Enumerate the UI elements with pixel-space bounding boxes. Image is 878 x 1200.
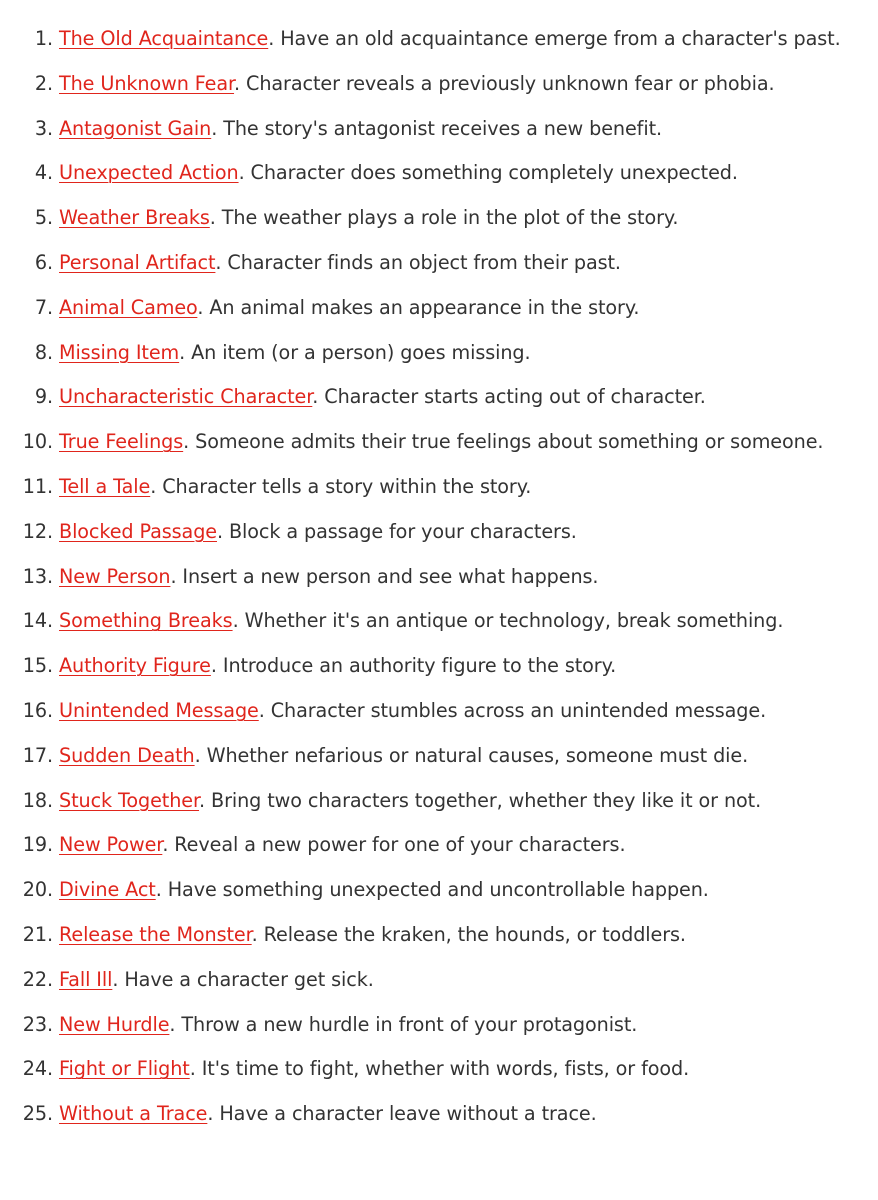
list-item-number: 13. bbox=[22, 564, 53, 588]
plot-idea-link[interactable]: The Old Acquaintance bbox=[59, 27, 269, 50]
list-item-number: 10. bbox=[22, 430, 53, 454]
plot-idea-description: . It's time to fight, whether with words, fists, or food. bbox=[189, 1057, 690, 1081]
plot-idea-link[interactable]: Antagonist Gain bbox=[59, 116, 212, 140]
list-item bbox=[0, 560, 878, 593]
list-item-number: 7. bbox=[34, 295, 53, 319]
plot-idea-link[interactable]: Unexpected Action bbox=[59, 161, 239, 185]
plot-idea-link[interactable]: The Unknown Fear bbox=[59, 71, 235, 95]
plot-idea-link[interactable]: Blocked Passage bbox=[59, 519, 217, 543]
list-item-number: 14. bbox=[22, 609, 53, 633]
plot-idea-description: . Character reveals a previously unknown fear or phobia. bbox=[234, 71, 775, 95]
plot-idea-link[interactable]: Missing Item bbox=[59, 340, 180, 364]
list-item bbox=[0, 604, 878, 637]
plot-idea-link[interactable]: Uncharacteristic Character bbox=[59, 385, 313, 409]
plot-idea-description: . An item (or a person) goes missing. bbox=[179, 340, 531, 364]
plot-idea-description: . Release the kraken, the hounds, or toddlers. bbox=[251, 922, 686, 946]
plot-idea-link[interactable]: Something Breaks bbox=[59, 609, 233, 633]
list-item bbox=[0, 784, 878, 817]
plot-idea-description: . Whether it's an antique or technology, break something. bbox=[232, 609, 784, 633]
plot-idea-description: . Block a passage for your characters. bbox=[217, 519, 577, 543]
plot-idea-description: . Someone admits their true feelings about something or someone. bbox=[183, 430, 824, 454]
list-item bbox=[0, 22, 878, 55]
list-item-number: 1. bbox=[34, 27, 53, 50]
plot-idea-description: . Character finds an object from their past. bbox=[215, 250, 621, 274]
plot-idea-description: . Character does something completely unexpected. bbox=[238, 161, 738, 185]
plot-idea-link[interactable]: Sudden Death bbox=[59, 743, 195, 767]
list-item-number: 8. bbox=[34, 340, 53, 364]
list-item-number: 16. bbox=[22, 698, 53, 722]
list-item-number: 23. bbox=[22, 1012, 53, 1036]
list-item bbox=[0, 156, 878, 189]
list-item-number: 11. bbox=[22, 474, 53, 498]
list-item bbox=[0, 873, 878, 906]
list-item-number: 17. bbox=[22, 743, 53, 767]
list-item bbox=[0, 963, 878, 996]
list-item-number: 25. bbox=[22, 1102, 53, 1126]
plot-idea-link[interactable]: Without a Trace bbox=[59, 1102, 208, 1126]
list-item bbox=[0, 112, 878, 145]
plot-idea-description: . Character starts acting out of character. bbox=[312, 385, 706, 409]
plot-idea-description: . The story's antagonist receives a new benefit. bbox=[211, 116, 662, 140]
list-item bbox=[0, 649, 878, 682]
list-item bbox=[0, 1008, 878, 1041]
plot-idea-description: . Character stumbles across an unintended message. bbox=[258, 698, 767, 722]
list-item bbox=[0, 828, 878, 861]
list-item-number: 12. bbox=[22, 519, 53, 543]
plot-idea-description: . Insert a new person and see what happens. bbox=[170, 564, 599, 588]
list-item-number: 20. bbox=[22, 878, 53, 902]
plot-idea-link[interactable]: Tell a Tale bbox=[59, 474, 151, 498]
list-item bbox=[0, 515, 878, 548]
plot-idea-link[interactable]: True Feelings bbox=[59, 430, 184, 454]
list-item bbox=[0, 380, 878, 413]
list-item-number: 9. bbox=[34, 385, 53, 409]
list-item-number: 6. bbox=[34, 250, 53, 274]
plot-idea-description: . An animal makes an appearance in the story. bbox=[197, 295, 640, 319]
list-item-number: 19. bbox=[22, 833, 53, 857]
list-item-number: 24. bbox=[22, 1057, 53, 1081]
plot-idea-description: . Bring two characters together, whether they like it or not. bbox=[199, 788, 762, 812]
list-item-number: 21. bbox=[22, 922, 53, 946]
plot-idea-description: . The weather plays a role in the plot of the story. bbox=[209, 206, 679, 230]
list-item bbox=[0, 1097, 878, 1130]
list-item-number: 5. bbox=[34, 206, 53, 230]
list-item bbox=[0, 918, 878, 951]
list-item bbox=[0, 470, 878, 503]
list-item bbox=[0, 425, 878, 458]
plot-idea-link[interactable]: New Hurdle bbox=[59, 1012, 170, 1036]
plot-idea-link[interactable]: Authority Figure bbox=[59, 654, 211, 678]
plot-idea-link[interactable]: Release the Monster bbox=[59, 922, 252, 946]
list-item-number: 15. bbox=[22, 654, 53, 678]
plot-idea-link[interactable]: Weather Breaks bbox=[59, 206, 210, 230]
plot-idea-link[interactable]: New Power bbox=[59, 833, 163, 857]
list-item bbox=[0, 246, 878, 279]
plot-idea-description: . Character tells a story within the story. bbox=[150, 474, 532, 498]
plot-idea-description: . Whether nefarious or natural causes, someone must die. bbox=[194, 743, 749, 767]
plot-idea-description: . Throw a new hurdle in front of your protagonist. bbox=[169, 1012, 638, 1036]
list-item bbox=[0, 291, 878, 324]
list-item-number: 4. bbox=[34, 161, 53, 185]
plot-idea-link[interactable]: Unintended Message bbox=[59, 698, 259, 722]
plot-idea-description: . Have an old acquaintance emerge from a character's past. bbox=[268, 27, 841, 50]
list-item bbox=[0, 201, 878, 234]
list-item bbox=[0, 739, 878, 772]
plot-idea-link[interactable]: Fight or Flight bbox=[59, 1057, 190, 1081]
plot-idea-link[interactable]: Divine Act bbox=[59, 878, 156, 902]
plot-idea-link[interactable]: Stuck Together bbox=[59, 788, 200, 812]
plot-idea-description: . Have a character get sick. bbox=[112, 967, 374, 991]
list-item-number: 18. bbox=[22, 788, 53, 812]
list-item bbox=[0, 67, 878, 100]
list-item bbox=[0, 336, 878, 369]
plot-idea-list bbox=[0, 22, 878, 1142]
plot-idea-description: . Have something unexpected and uncontrollable happen. bbox=[155, 878, 709, 902]
plot-idea-description: . Reveal a new power for one of your characters. bbox=[162, 833, 626, 857]
plot-idea-link[interactable]: Personal Artifact bbox=[59, 250, 216, 274]
plot-idea-link[interactable]: New Person bbox=[59, 564, 171, 588]
plot-idea-link[interactable]: Animal Cameo bbox=[59, 295, 198, 319]
list-item-number: 2. bbox=[34, 71, 53, 95]
list-item bbox=[0, 694, 878, 727]
plot-idea-description: . Introduce an authority figure to the story. bbox=[210, 654, 617, 678]
list-item bbox=[0, 1052, 878, 1085]
list-item-number: 3. bbox=[34, 116, 53, 140]
plot-idea-description: . Have a character leave without a trace. bbox=[207, 1102, 597, 1126]
plot-idea-link[interactable]: Fall Ill bbox=[59, 967, 113, 991]
list-item-number: 22. bbox=[22, 967, 53, 991]
